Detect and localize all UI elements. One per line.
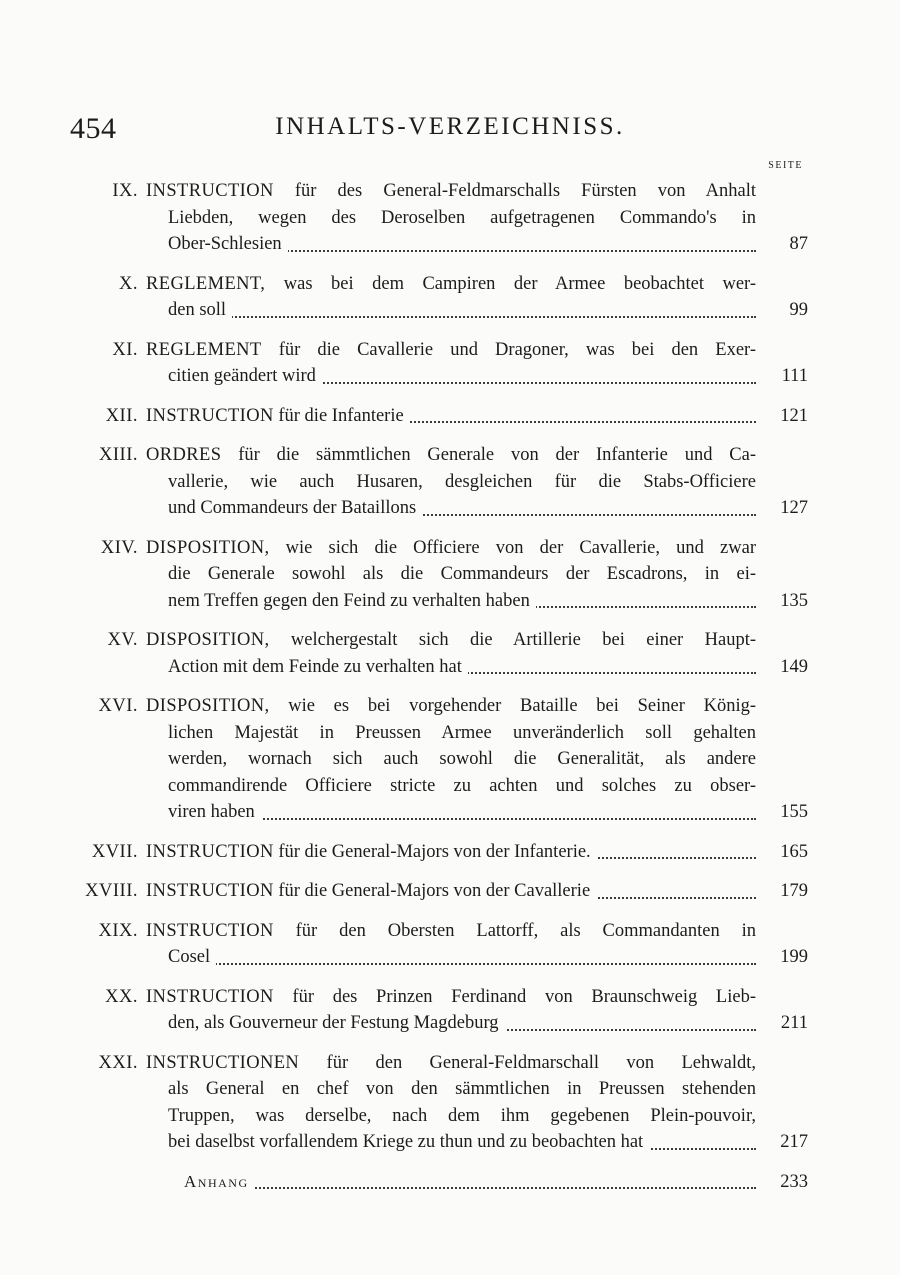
entry-numeral: IX.: [112, 181, 138, 201]
entry-title: INSTRUCTION: [146, 181, 274, 201]
entry-line-text: den soll: [168, 300, 227, 320]
toc-entry-line: [60, 693, 808, 720]
entry-page-number: 211: [780, 1013, 808, 1033]
entry-numeral: XII.: [105, 405, 138, 426]
toc-entry-line: [60, 495, 808, 522]
toc-entry-line: [60, 561, 808, 588]
entry-text: [168, 1129, 649, 1156]
entry-text: [168, 1010, 505, 1037]
entry-text: [146, 878, 596, 905]
entry-numeral: XIX.: [98, 920, 138, 941]
entry-page-number: 179: [780, 881, 808, 901]
entry-text: [168, 469, 756, 496]
entry-text: [146, 1050, 756, 1077]
entry-text: [146, 627, 756, 654]
toc-entry-line: [60, 627, 808, 654]
toc-entry-line: [60, 337, 808, 364]
entry-numeral: XVIII.: [85, 881, 138, 901]
entry-text: [168, 205, 756, 232]
entry-line-text: werden, wornach sich auch sowohl die Generalität, als andere: [168, 749, 756, 769]
entry-page-number: 135: [780, 590, 808, 611]
entry-line-text: was bei dem Campiren der Armee beobachtet wer-: [265, 273, 756, 294]
entry-title: REGLEMENT: [146, 339, 262, 360]
toc-entry: [60, 1050, 808, 1156]
entry-line-text: den, als Gouverneur der Festung Magdeburg: [168, 1013, 499, 1033]
toc-entry-line: [60, 205, 808, 232]
entry-line-text: Action mit dem Feinde zu verhalten hat: [168, 656, 462, 677]
toc-entry-line: [60, 799, 808, 826]
entry-text: [146, 918, 756, 945]
entry-line-text: für die Cavallerie und Dragoner, was bei den Exer-: [261, 339, 756, 360]
entry-line-text: für des Prinzen Ferdinand von Braunschweig Lieb-: [273, 986, 756, 1007]
entry-line-text: für die Infanterie: [273, 405, 404, 426]
entry-text: [168, 799, 261, 826]
entry-text: [168, 588, 536, 615]
toc-entry: [60, 627, 808, 680]
entry-text: [168, 720, 756, 747]
entry-text: [168, 773, 756, 800]
entry-line-text: für die General-Majors von der Cavallerie: [273, 881, 591, 901]
toc-entry-line: [60, 944, 808, 971]
entry-numeral: X.: [119, 273, 138, 294]
entry-title: INSTRUCTION: [146, 881, 274, 901]
toc-entry: [60, 878, 808, 905]
entry-line-text: vallerie, wie auch Husaren, desgleichen für die Stabs-Officiere: [168, 471, 756, 492]
toc-entry-line: [60, 918, 808, 945]
toc-entry-line: [60, 1010, 808, 1037]
dot-leader: [168, 316, 756, 318]
toc-entry-line: [60, 469, 808, 496]
table-of-contents: [60, 178, 808, 1208]
entry-title: REGLEMENT,: [146, 273, 266, 294]
entry-page-number: 217: [780, 1132, 808, 1152]
entry-numeral: XVII.: [91, 841, 138, 862]
entry-text: [146, 839, 597, 866]
page-column-label: SEITE: [768, 160, 803, 171]
entry-page-number: 121: [780, 405, 808, 426]
entry-title: INSTRUCTION: [146, 986, 274, 1007]
entry-title: DISPOSITION,: [146, 630, 270, 650]
toc-entry-line: [60, 654, 808, 681]
toc-entry-line: [60, 178, 808, 205]
entry-line-text: commandirende Officiere stricte zu achten und solches zu obser-: [168, 775, 756, 796]
entry-numeral: XV.: [107, 630, 138, 650]
toc-entry-line: [60, 1129, 808, 1156]
entry-page-number: 199: [780, 947, 808, 967]
entry-text: [146, 403, 410, 430]
toc-entry-line: [60, 297, 808, 324]
entry-title: INSTRUCTION: [146, 841, 274, 862]
entry-line-text: bei daselbst vorfallendem Kriege zu thun und zu beobachten hat: [168, 1132, 644, 1152]
toc-entry-line: [60, 403, 808, 430]
entry-line-text: für den General-Feldmarschall von Lehwaldt,: [299, 1052, 756, 1073]
entry-text: [168, 231, 288, 258]
page-number: 454: [70, 112, 117, 145]
entry-page-number: 111: [781, 366, 808, 386]
entry-line-text: wie sich die Officiere von der Cavallerie, und zwar: [269, 537, 756, 558]
entry-text: [168, 363, 322, 390]
toc-entry-line: [60, 1103, 808, 1130]
entry-title: INSTRUCTION: [146, 405, 274, 426]
toc-entry: [60, 918, 808, 971]
entry-text: [146, 442, 756, 469]
entry-title: INSTRUCTION: [146, 920, 274, 941]
entry-text: [168, 654, 468, 681]
entry-text: [168, 1103, 756, 1130]
entry-numeral: XXI.: [98, 1052, 138, 1073]
entry-text: [168, 944, 216, 971]
toc-entry: [60, 442, 808, 522]
entry-numeral: XX.: [105, 986, 138, 1007]
entry-text: [146, 178, 756, 205]
entry-title: ORDRES: [146, 445, 222, 465]
entry-line-text: citien geändert wird: [168, 366, 316, 386]
entry-text: [146, 535, 756, 562]
entry-line-text: für die General-Majors von der Infanterie.: [273, 841, 591, 862]
entry-text: [146, 271, 756, 298]
appendix-page-number: 233: [780, 1171, 808, 1192]
entry-line-text: für des General-Feldmarschalls Fürsten von Anhalt: [273, 181, 756, 201]
entry-numeral: XIII.: [99, 445, 138, 465]
toc-entry-line: [60, 442, 808, 469]
appendix-entry: [60, 1169, 808, 1196]
entry-page-number: 155: [780, 802, 808, 822]
entry-text: [146, 337, 756, 364]
entry-title: DISPOSITION,: [146, 696, 270, 716]
toc-entry-line: [60, 746, 808, 773]
appendix-label: Anhang: [184, 1169, 255, 1196]
toc-entry-line: [60, 878, 808, 905]
entry-line-text: die Generale sowohl als die Commandeurs der Escadrons, in ei-: [168, 564, 756, 584]
running-title: INHALTS-VERZEICHNISS.: [275, 113, 625, 140]
toc-entry: [60, 535, 808, 615]
entry-line-text: nem Treffen gegen den Feind zu verhalten haben: [168, 590, 530, 611]
toc-entry-line: [60, 720, 808, 747]
toc-entry: [60, 178, 808, 258]
entry-text: [168, 746, 756, 773]
dot-leader: [184, 1187, 756, 1189]
toc-entry-line: [60, 231, 808, 258]
entry-text: [146, 693, 756, 720]
entry-text: [168, 495, 422, 522]
toc-entry-line: [60, 1076, 808, 1103]
toc-entry: [60, 693, 808, 826]
entry-line-text: viren haben: [168, 802, 255, 822]
toc-entry-line: [60, 588, 808, 615]
entry-line-text: für den Obersten Lattorff, als Commandanten in: [273, 920, 756, 941]
entry-line-text: lichen Majestät in Preussen Armee unveränderlich soll gehalten: [168, 722, 756, 743]
entry-line-text: als General en chef von den sämmtlichen in Preussen stehenden: [168, 1079, 756, 1099]
entry-line-text: Truppen, was derselbe, nach dem ihm gegebenen Plein-pouvoir,: [168, 1105, 756, 1126]
entry-line-text: Ober-Schlesien: [168, 234, 282, 254]
dot-leader: [168, 963, 756, 965]
entry-numeral: XI.: [112, 339, 138, 360]
entry-page-number: 99: [789, 300, 808, 320]
entry-page-number: 127: [780, 498, 808, 518]
entry-numeral: XIV.: [100, 537, 138, 558]
entry-line-text: welchergestalt sich die Artillerie bei einer Haupt-: [269, 630, 756, 650]
entry-numeral: XVI.: [98, 696, 138, 716]
appendix-line: [60, 1169, 808, 1196]
toc-entry-line: [60, 773, 808, 800]
toc-entry-line: [60, 271, 808, 298]
toc-entry-line: [60, 535, 808, 562]
entry-page-number: 149: [780, 656, 808, 677]
entry-line-text: Cosel: [168, 947, 211, 967]
entry-title: INSTRUCTIONEN: [146, 1052, 300, 1073]
toc-entry: [60, 271, 808, 324]
entry-line-text: wie es bei vorgehender Bataille bei Seiner König-: [269, 696, 756, 716]
entry-text: [168, 1076, 756, 1103]
toc-entry: [60, 984, 808, 1037]
entry-title: DISPOSITION,: [146, 537, 270, 558]
toc-entry-line: [60, 363, 808, 390]
entry-line-text: für die sämmtlichen Generale von der Infanterie und Ca-: [221, 445, 756, 465]
entry-text: [168, 561, 756, 588]
entry-page-number: 87: [789, 234, 808, 254]
toc-entry-line: [60, 1050, 808, 1077]
entry-page-number: 165: [780, 841, 808, 862]
entry-line-text: Liebden, wegen des Deroselben aufgetragenen Commando's in: [168, 207, 756, 228]
toc-entry: [60, 839, 808, 866]
entry-line-text: und Commandeurs der Bataillons: [168, 498, 417, 518]
entry-text: [146, 984, 756, 1011]
toc-entry-line: [60, 839, 808, 866]
toc-entry-line: [60, 984, 808, 1011]
entry-text: [168, 297, 232, 324]
toc-entry: [60, 337, 808, 390]
toc-entry: [60, 403, 808, 430]
